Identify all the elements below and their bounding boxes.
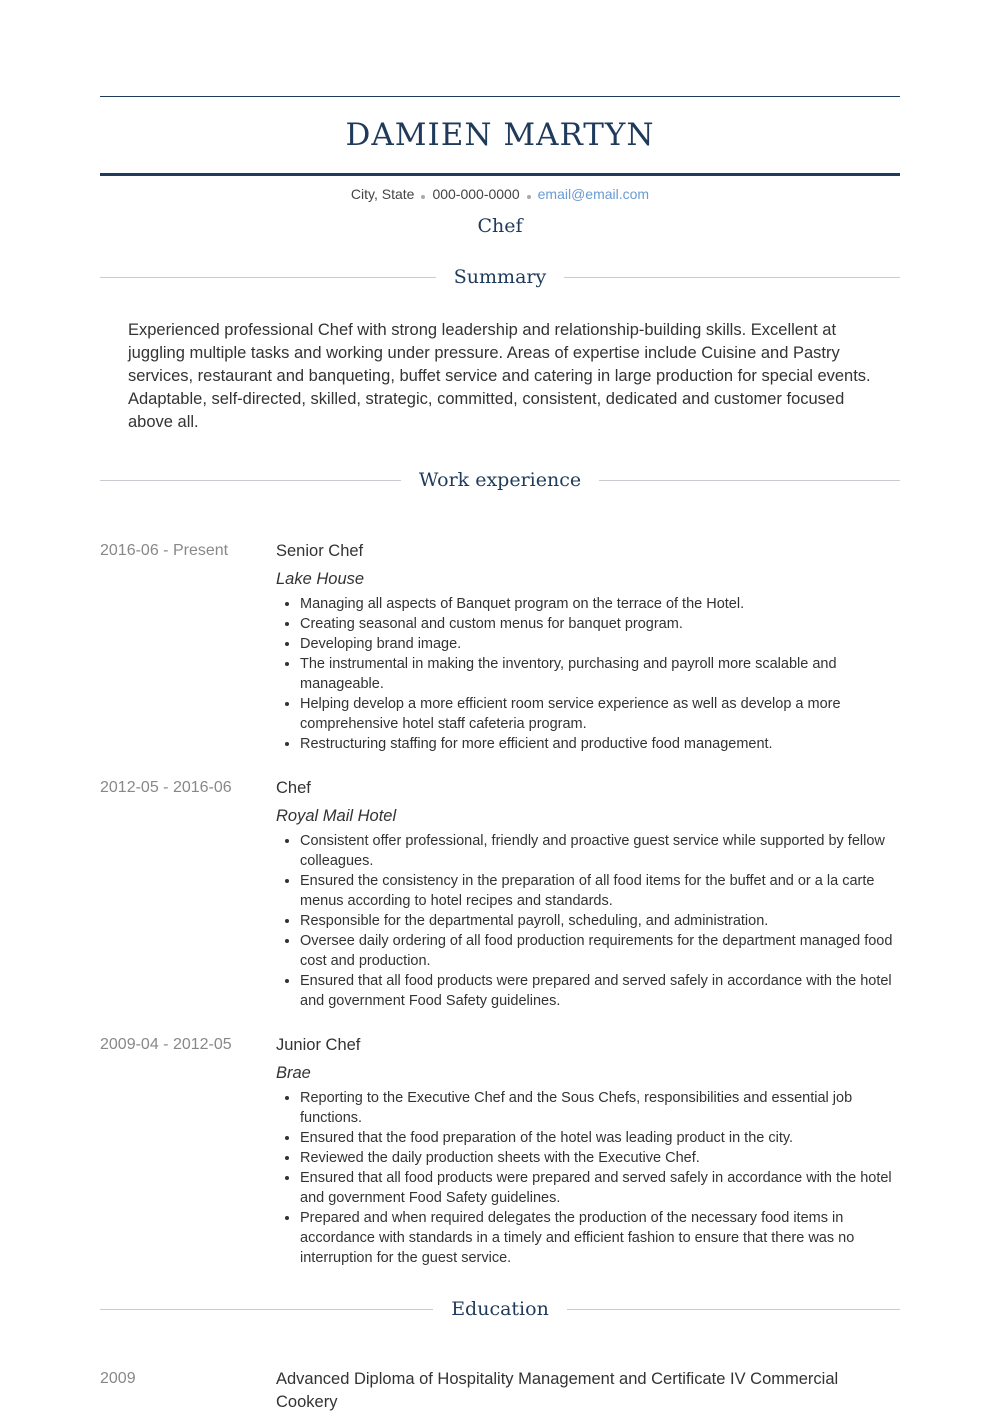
- section-title: Education: [451, 1298, 549, 1320]
- education-entry: [100, 1368, 900, 1414]
- separator-dot-icon: [421, 195, 425, 199]
- work-experience-list: [100, 540, 900, 1268]
- job-company: Royal Mail Hotel: [276, 807, 397, 825]
- work-experience-heading: [100, 465, 900, 495]
- job-bullet: • Oversee daily ordering of all food production requirements for the department managed food cost and production.: [300, 931, 900, 971]
- job-bullet: • The instrumental in making the inventory, purchasing and payroll more scalable and manageable.: [300, 654, 900, 694]
- job-bullet-list: [276, 831, 900, 1011]
- contact-line: [100, 185, 900, 203]
- job-bullet: • Developing brand image.: [300, 634, 900, 654]
- job-bullet: • Restructuring staffing for more efficient and productive food management.: [300, 734, 900, 754]
- job-bullet: • Ensured that all food products were prepared and served safely in accordance with the hotel and government Food Safety guidelines.: [300, 1168, 900, 1208]
- job-dates: 2012-05 - 2016-06: [100, 779, 232, 796]
- divider: [564, 277, 900, 278]
- job-bullet: • Reviewed the daily production sheets with the Executive Chef.: [300, 1148, 900, 1168]
- resume-page: [100, 0, 900, 1414]
- job-body: [276, 777, 900, 1011]
- summary-heading: [100, 262, 900, 292]
- job-title: Chef: [477, 215, 523, 237]
- job-bullet: • Responsible for the departmental payroll, scheduling, and administration.: [300, 911, 900, 931]
- job-body: [276, 540, 900, 754]
- divider: [599, 480, 900, 481]
- job-bullet: • Consistent offer professional, friendly and proactive guest service while supported by fellow colleagues.: [300, 831, 900, 871]
- job-role: Chef: [276, 779, 311, 797]
- summary-text: Experienced professional Chef with strong leadership and relationship-building skills. Excellent at juggling multiple tasks and working under pressure. Areas of expertise include Cuisine and Pastry services, restaurant and banqueting, buffet service and catering in large production for special events. Adaptable, self-directed, skilled, strategic, committed, consistent, dedicated and customer focused above all.: [128, 321, 871, 431]
- education-heading: [100, 1294, 900, 1324]
- education-list: [100, 1368, 900, 1414]
- job-bullet: • Helping develop a more efficient room service experience as well as develop a more comprehensive hotel staff cafeteria program.: [300, 694, 900, 734]
- job-dates: 2016-06 - Present: [100, 542, 229, 559]
- job-bullet: • Ensured that all food products were prepared and served safely in accordance with the hotel and government Food Safety guidelines.: [300, 971, 900, 1011]
- divider: [100, 277, 436, 278]
- job-role: Senior Chef: [276, 542, 364, 560]
- divider: [100, 480, 401, 481]
- job-dates: 2009-04 - 2012-05: [100, 1036, 232, 1053]
- separator-dot-icon: [527, 195, 531, 199]
- job-bullet: • Prepared and when required delegates the production of the necessary food items in accordance with standards in a timely and efficient fashion to ensure that there was no interruption for the guest service.: [300, 1208, 900, 1268]
- education-year: 2009: [100, 1370, 136, 1387]
- divider: [567, 1309, 900, 1310]
- job-body: [276, 1034, 900, 1268]
- divider: [100, 1309, 433, 1310]
- job-company: Brae: [276, 1064, 311, 1082]
- job-bullet: • Creating seasonal and custom menus for banquet program.: [300, 614, 900, 634]
- job-bullet: • Managing all aspects of Banquet program on the terrace of the Hotel.: [300, 594, 900, 614]
- education-degree: Advanced Diploma of Hospitality Management and Certificate IV Commercial Cookery: [276, 1370, 839, 1411]
- section-title: Work experience: [418, 469, 582, 491]
- email-link[interactable]: email@email.com: [537, 186, 650, 202]
- job-bullet: • Ensured that the food preparation of the hotel was leading product in the city.: [300, 1128, 900, 1148]
- section-title: Summary: [453, 266, 547, 288]
- job-bullet: • Reporting to the Executive Chef and the Sous Chefs, responsibilities and essential job functions.: [300, 1088, 900, 1128]
- job-entry: [100, 1034, 900, 1268]
- header-bottom-rule: [100, 173, 900, 176]
- job-entry: [100, 777, 900, 1011]
- job-entry: [100, 540, 900, 754]
- job-bullet-list: [276, 594, 900, 754]
- job-bullet: • Ensured the consistency in the preparation of all food items for the buffet and or a la carte menus according to hotel recipes and standards.: [300, 871, 900, 911]
- candidate-name: DAMIEN MARTYN: [345, 117, 655, 153]
- job-company: Lake House: [276, 570, 365, 588]
- phone: 000-000-0000: [432, 186, 520, 202]
- job-role: Junior Chef: [276, 1036, 361, 1054]
- location: City, State: [350, 186, 415, 202]
- job-bullet-list: [276, 1088, 900, 1268]
